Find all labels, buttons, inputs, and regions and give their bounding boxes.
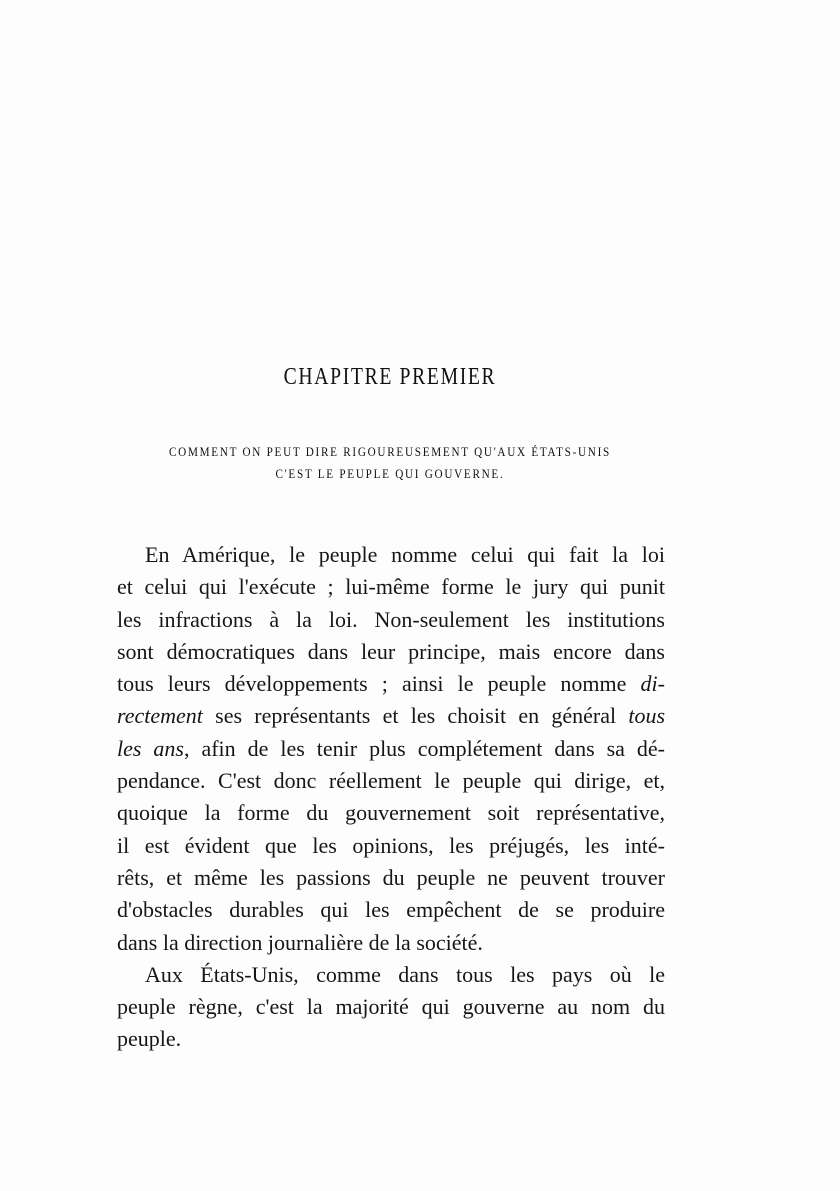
text-line xyxy=(117,700,665,732)
text-line: il est évident que les opinions, les préjugés, les inté- xyxy=(117,832,665,858)
text-line: dans la direction journalière de la société. xyxy=(117,929,483,955)
text-line: rêts, et même les passions du peuple ne peuvent trouver xyxy=(117,864,665,890)
italic-text: di- xyxy=(640,671,665,697)
chapter-title: CHAPITRE PREMIER xyxy=(283,364,497,390)
paragraph-2 xyxy=(117,959,665,1056)
paragraph-1 xyxy=(117,539,665,959)
text-segment: ses représentants et les choisit en général xyxy=(215,703,617,729)
text-line: peuple. xyxy=(117,1026,182,1052)
text-line: les infractions à la loi. Non-seulement les institutions xyxy=(117,606,665,632)
text-line xyxy=(117,668,665,700)
italic-text: tous xyxy=(628,703,666,729)
text-segment: tous leurs développements ; ainsi le peuple nomme xyxy=(117,671,627,697)
text-line xyxy=(117,733,665,765)
text-line: sont démocratiques dans leur principe, mais encore dans xyxy=(117,638,665,664)
text-line: pendance. C'est donc réellement le peuple qui dirige, et, xyxy=(117,768,665,794)
text-line: En Amérique, le peuple nomme celui qui fait la loi xyxy=(145,542,665,567)
chapter-subtitle-line-1: COMMENT ON PEUT DIRE RIGOUREUSEMENT QU'AUX ÉTATS-UNIS xyxy=(169,444,611,459)
text-segment: , afin de les tenir plus complétement dans sa dé- xyxy=(183,735,666,761)
text-line: quoique la forme du gouvernement soit représentative, xyxy=(117,800,665,826)
chapter-subtitle-line-2: C'EST LE PEUPLE QUI GOUVERNE. xyxy=(275,466,505,481)
chapter-body xyxy=(117,539,665,1056)
text-line: Aux États-Unis, comme dans tous les pays où le xyxy=(145,961,665,987)
text-line: peuple règne, c'est la majorité qui gouverne au nom du xyxy=(117,994,665,1020)
italic-text: rectement xyxy=(117,703,203,729)
italic-text: les ans xyxy=(117,735,184,761)
text-line: et celui qui l'exécute ; lui-même forme le jury qui punit xyxy=(117,574,665,600)
text-line: d'obstacles durables qui les empêchent de se produire xyxy=(117,897,665,923)
